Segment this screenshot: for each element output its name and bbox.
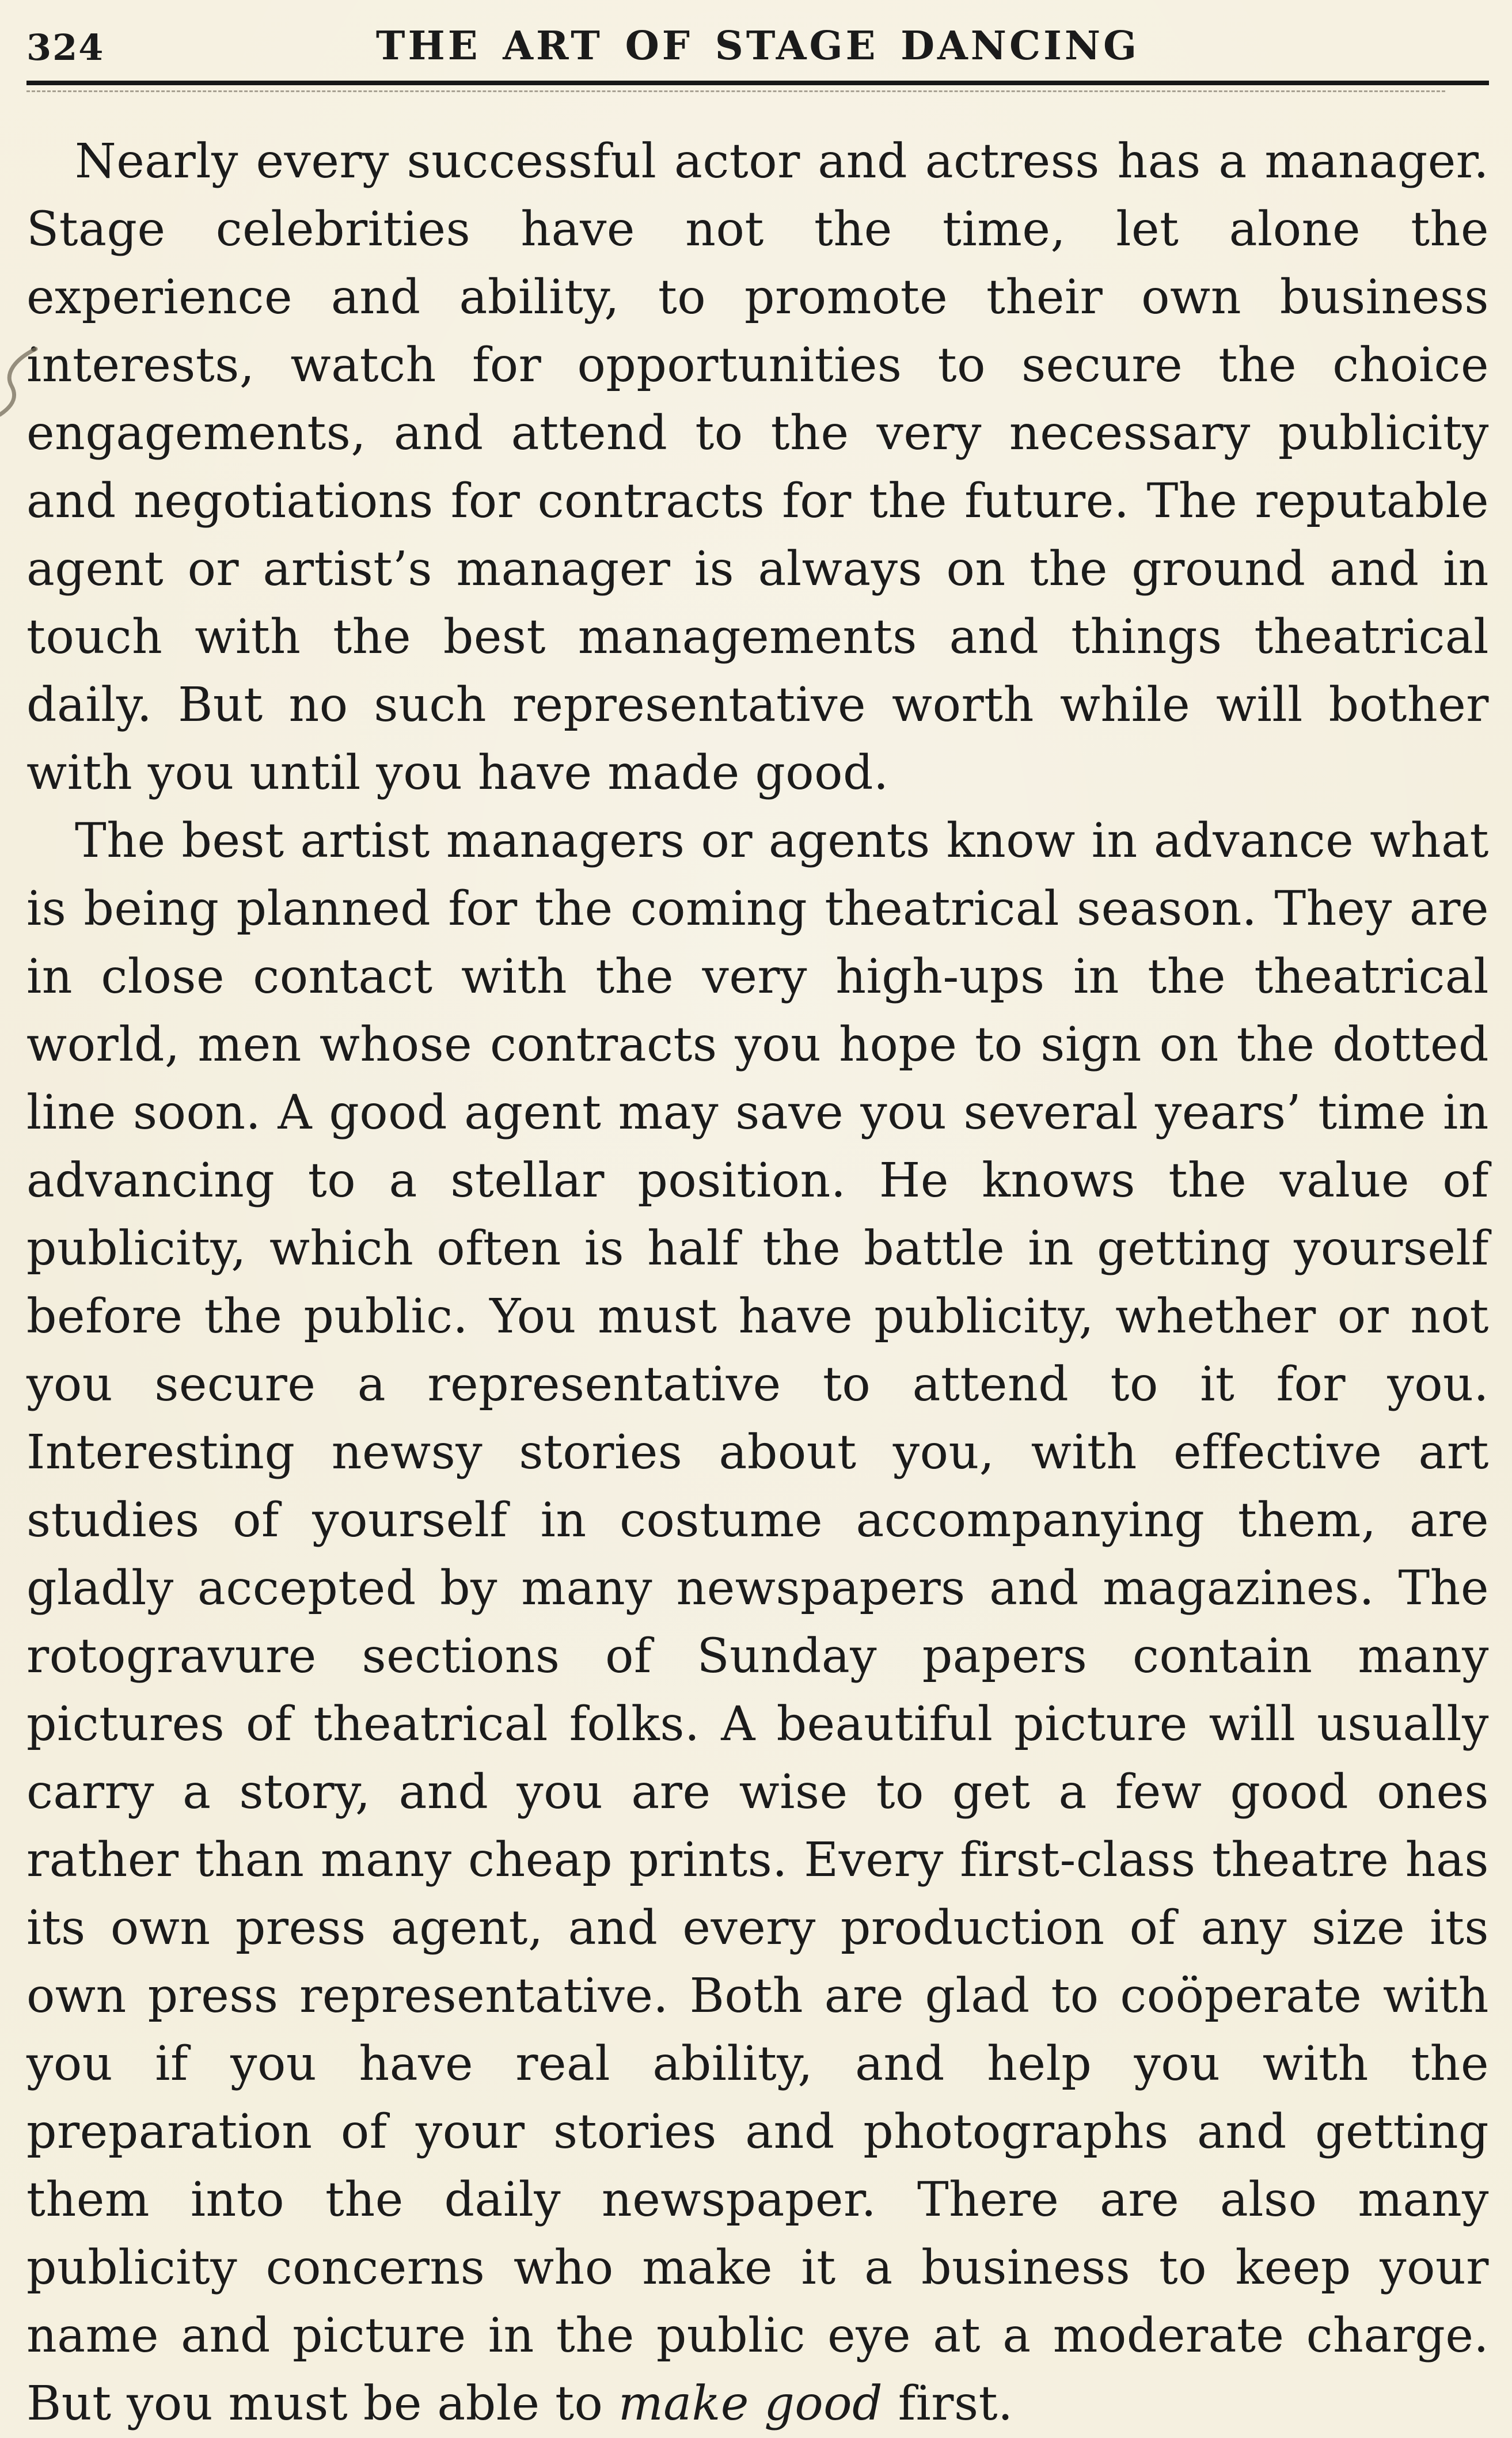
paragraph-2-text: The best artist managers or agents know in advance what is being planned for the coming theatrical season. They are in close contact with the very high-ups in the theatrical world, men whose contracts you hope to sign on the dotted line soon. A good agent may save you several years’ time in advancing to a stellar position. He knows the value of publicity, which often is half the battle in getting yourself before the public. You must have publicity, whether or not you secure a representative to attend to it for you. Interesting newsy stories about you, with effective art studies of yourself in costume accompanying them, are gladly accepted by many newspapers and magazines. The rotogravure sections of Sunday papers contain many pictures of theatrical folks. A beautiful picture will usually carry a story, and you are wise to get a few good ones rather than many cheap prints. Every first-class theatre has its own press agent, and every production of any size its own press representative. Both are glad to coöperate with you if you have real ability, and help you with the preparation of your stories and photographs and getting them into the daily newspaper. There are also many publicity concerns who make it a business to keep your name and picture in the public eye at a moderate charge. But you must be able to [26,814,1489,2431]
body-paragraph-2 [26,807,1489,2438]
body-text [26,128,1489,2438]
italic-phrase: make good [618,2376,883,2431]
page-number: 324 [26,26,105,69]
running-header [26,17,1489,75]
body-paragraph-1: Nearly every successful actor and actress has a manager. Stage celebrities have not the time, let alone the experience and ability, to promote their own business interests, watch for opportunities to secure the choice engagements, and attend to the very necessary publicity and negotiations for contracts for the future. The reputable agent or artist’s manager is always on the ground and in touch with the best managements and things theatrical daily. But no such representative worth while will bother with you until you have made good. [26,134,1489,800]
margin-pencil-mark-icon [0,344,43,419]
running-title: THE ART OF STAGE DANCING [375,23,1140,69]
header-rule-scan-artifact [26,90,1445,92]
paragraph-2-ending: first. [883,2376,1013,2431]
header-rule [26,81,1489,85]
